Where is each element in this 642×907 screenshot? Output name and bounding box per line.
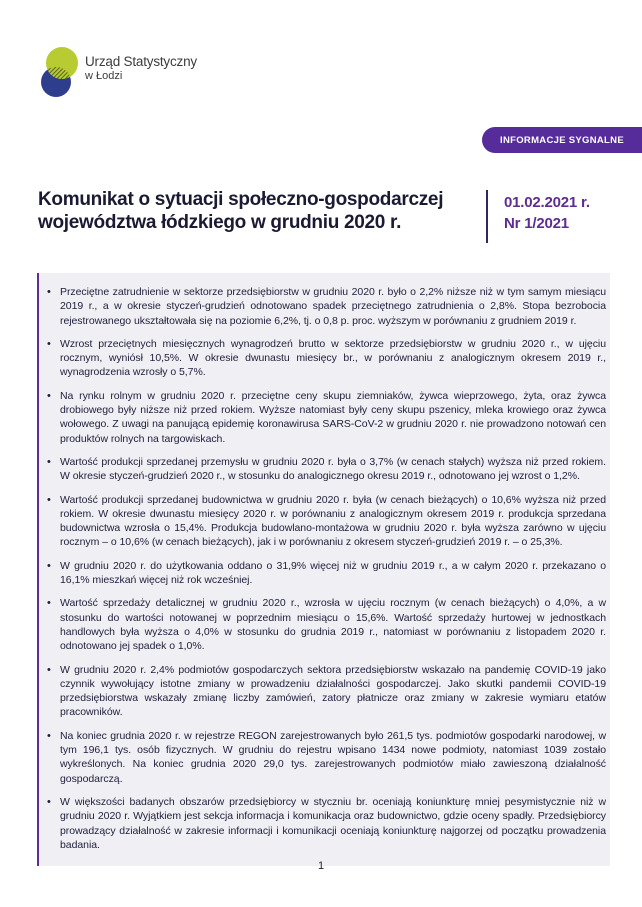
bullet-industry: • Wartość produkcji sprzedanej przemysłu w grudniu 2020 r. była o 3,7% (w cenach stałych) wyższa niż przed rokiem. W okresie styczeń-grudzień 2020 r., w stosunku do analogicznego okresu 2019 r., odnotowano jej wzrost o 1,2%. bbox=[39, 455, 610, 484]
bullet-business-climate: • W większości badanych obszarów przedsiębiorcy w styczniu br. oceniają koniunkturę mniej pesymistycznie niż w grudniu 2020 r. Wyjątkiem jest sekcja informacja i komunikacja oraz budownictwo, gdzie oceny spadły. Przedsiębiorcy prowadzący działalność w zakresie informacji i komunikacji oceniają koniunkturę najgorzej od początku prowadzenia badania. bbox=[39, 795, 610, 852]
bullet-retail-sales: • Wartość sprzedaży detalicznej w grudniu 2020 r., wzrosła w ujęciu rocznym (w cenach bieżących) o 4,0%, a w stosunku do wartości notowanej w poprzednim miesiącu o 15,6%. Wartość sprzedaży hurtowej w jednostkach handlowych była wyższa o 4,0% w stosunku do grudnia 2019 r., natomiast w porównaniu z listopadem 2020 r. odnotowano jej spadek o 1,0%. bbox=[39, 596, 610, 653]
bullet-agriculture: • Na rynku rolnym w grudniu 2020 r. przeciętne ceny skupu ziemniaków, żywca wieprzowego, żyta, oraz żywca drobiowego były niższe niż przed rokiem. Wyższe natomiast były ceny skupu pszenicy, mleka krowiego oraz żywca wołowego. Z uwagi na panującą epidemię koronawirusa SARS-CoV-2 w grudniu 2020 r. nie prowadzono notowań cen produktów rolnych na targowiskach. bbox=[39, 389, 610, 446]
bullet-covid-impact: • W grudniu 2020 r. 2,4% podmiotów gospodarczych sektora przedsiębiorstw wskazało na pandemię COVID-19 jako czynnik wywołujący istotne zmiany w prowadzeniu działalności gospodarczej. Jako skutki pandemii COVID-19 przedsiębiorstwa wskazały zmianę liczby zamówień, zatory płatnicze oraz zmiany w zakresie wymiaru etatów pracowników. bbox=[39, 663, 610, 720]
page-footer bbox=[0, 856, 642, 874]
bullet-employment: • Przeciętne zatrudnienie w sektorze przedsiębiorstw w grudniu 2020 r. było o 2,2% niższe niż w tym samym miesiącu 2019 r., a w okresie styczeń-grudzień odnotowano spadek przeciętnego zatrudnienia o 2,8%. Stopa bezrobocia rejestrowanego ukształtowała się na poziomie 6,2%, tj. o 0,8 p. proc. wyższym w porównaniu z grudniem 2019 r. bbox=[39, 285, 610, 328]
publication-date: 01.02.2021 r. bbox=[504, 194, 590, 211]
bullet-wages: • Wzrost przeciętnych miesięcznych wynagrodzeń brutto w sektorze przedsiębiorstw w grudniu 2020 r., w ujęciu rocznym, wyniósł 10,5%. W okresie dwunastu miesięcy br., w porównaniu z analogicznym okresem 2019 r., wynagrodzenia wzrosły o 5,7%. bbox=[39, 337, 610, 380]
summary-bullet-list bbox=[39, 285, 610, 852]
page-number: 1 bbox=[317, 860, 325, 872]
bullet-construction: • Wartość produkcji sprzedanej budownictwa w grudniu 2020 r. była (w cenach bieżących) o 10,6% wyższa niż przed rokiem. W okresie dwunastu miesięcy 2020 r. w porównaniu z analogicznym okresem 2019 r. produkcja sprzedana budownictwa wzrosła o 15,4%. Produkcja budowlano-montażowa w grudniu 2020 r. była wyższa zarówno w ujęciu rocznym – o 10,6% (w cenach bieżących), jak i w porównaniu z okresem styczeń-grudzień 2019 r. – o 25,3%. bbox=[39, 493, 610, 550]
title-divider bbox=[486, 190, 488, 243]
issue-block bbox=[504, 192, 590, 234]
summary-panel bbox=[37, 273, 610, 866]
logo-org-city: w Łodzi bbox=[85, 70, 123, 82]
informacje-sygnalne-banner bbox=[482, 127, 642, 153]
bullet-dwellings: • W grudniu 2020 r. do użytkowania oddano o 31,9% więcej niż w grudniu 2019 r., a w całym 2020 r. przekazano o 16,1% mieszkań więcej niż rok wcześniej. bbox=[39, 559, 610, 588]
bullet-regon-register: • Na koniec grudnia 2020 r. w rejestrze REGON zarejestrowanych było 261,5 tys. podmiotów gospodarki narodowej, w tym 196,1 tys. osób fizycznych. W grudniu do rejestru wpisano 1434 nowe podmioty, natomiast 1039 zostało wykreślonych. Na koniec grudnia 2020 29,0 tys. zarejestrowanych podmiotów miało zawieszoną działalność gospodarczą. bbox=[39, 729, 610, 786]
statistical-office-logo bbox=[40, 44, 197, 100]
logo-circles-icon bbox=[40, 44, 78, 100]
logo-org-name: Urząd Statystyczny bbox=[85, 54, 197, 69]
issue-number: Nr 1/2021 bbox=[504, 215, 569, 232]
banner-label: INFORMACJE SYGNALNE bbox=[500, 134, 624, 146]
page-title: Komunikat o sytuacji społeczno-gospodarczej województwa łódzkiego w grudniu 2020 r. bbox=[38, 189, 444, 233]
